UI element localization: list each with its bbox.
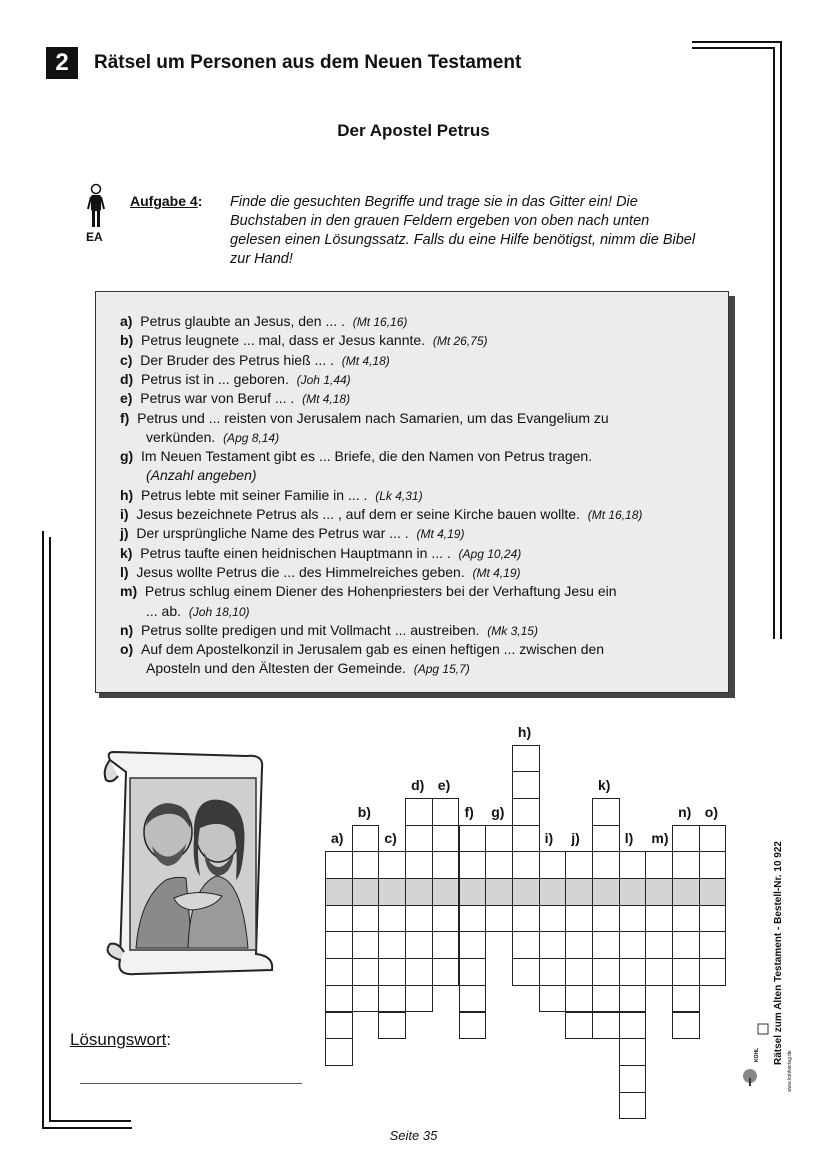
- column-label: h): [517, 723, 532, 740]
- clue-n: n) Petrus sollte predigen und mit Vollmacht ... austreiben. (Mk 3,15): [120, 621, 538, 638]
- clue-o: o) Auf dem Apostelkonzil in Jerusalem gab es einen heftigen ... zwischen den: [120, 641, 605, 658]
- page-number: Seite 35: [389, 1128, 438, 1143]
- grid-cell[interactable]: [485, 851, 513, 879]
- grid-cell[interactable]: [592, 851, 620, 879]
- grid-cell[interactable]: [565, 985, 593, 1013]
- grid-cell[interactable]: [512, 851, 540, 879]
- grid-cell[interactable]: [378, 905, 406, 933]
- clue-h: h) Petrus lebte mit seiner Familie in ... . (Lk 4,31): [120, 486, 423, 503]
- column-label: k): [598, 776, 611, 793]
- grid-cell[interactable]: [539, 878, 567, 906]
- column-label: f): [464, 803, 474, 820]
- clue-k: k) Petrus taufte einen heidnischen Hauptmann in ... . (Apg 10,24): [120, 544, 522, 561]
- grid-cell[interactable]: [672, 851, 700, 879]
- column-label: m): [651, 830, 669, 847]
- grid-cell[interactable]: [645, 851, 673, 879]
- grid-cell[interactable]: [405, 985, 433, 1013]
- grid-cell[interactable]: [699, 851, 727, 879]
- chapter-title: Rätsel um Personen aus dem Neuen Testament: [94, 52, 522, 73]
- clue-f-cont: verkünden. (Apg 8,14): [146, 428, 280, 445]
- clue-a: a) Petrus glaubte an Jesus, den ... . (Mt 16,16): [120, 313, 408, 329]
- grid-cell[interactable]: [592, 1012, 620, 1040]
- grid-cell[interactable]: [645, 878, 673, 906]
- grid-cell[interactable]: [352, 931, 380, 959]
- side-order-text: Rätsel zum Alten Testament - Bestell-Nr. 10 922: [773, 841, 784, 1065]
- column-label: c): [384, 830, 397, 847]
- clue-d: d) Petrus ist in ... geboren. (Joh 1,44): [120, 370, 351, 387]
- grid-cell[interactable]: [352, 985, 380, 1013]
- svg-text:KOHL: KOHL: [754, 1047, 760, 1062]
- grid-cell[interactable]: [619, 931, 647, 959]
- clue-f: f) Petrus und ... reisten von Jerusalem nach Samarien, um das Evangelium zu: [120, 409, 609, 426]
- grid-cell[interactable]: [459, 905, 487, 933]
- clue-o-cont: Aposteln und den Ältesten der Gemeinde. (Apg 15,7): [146, 660, 470, 677]
- grid-cell[interactable]: [378, 985, 406, 1013]
- grid-cell[interactable]: [459, 931, 487, 959]
- grid-cell[interactable]: [619, 851, 647, 879]
- grid-cell[interactable]: [645, 931, 673, 959]
- grid-cell[interactable]: [405, 825, 433, 853]
- grid-cell[interactable]: [432, 931, 460, 959]
- grid-cell[interactable]: [592, 958, 620, 986]
- worksheet-subtitle: Der Apostel Petrus: [337, 121, 490, 140]
- grid-cell[interactable]: [512, 745, 540, 773]
- grid-cell[interactable]: [619, 1038, 647, 1066]
- grid-cell[interactable]: [512, 771, 540, 799]
- grid-cell[interactable]: [539, 958, 567, 986]
- grid-cell[interactable]: [405, 931, 433, 959]
- grid-cell[interactable]: [565, 958, 593, 986]
- clue-m: m) Petrus schlug einem Diener des Hohenpriesters bei der Verhaftung Jesu ein: [120, 583, 617, 600]
- grid-cell[interactable]: [352, 958, 380, 986]
- grid-cell[interactable]: [672, 1012, 700, 1040]
- grid-cell[interactable]: [485, 905, 513, 933]
- grid-cell[interactable]: [539, 985, 567, 1013]
- grid-cell[interactable]: [459, 985, 487, 1013]
- grid-cell[interactable]: [378, 958, 406, 986]
- grid-cell[interactable]: [592, 905, 620, 933]
- grid-cell[interactable]: [539, 905, 567, 933]
- clue-m-cont: ... ab. (Joh 18,10): [146, 602, 250, 619]
- grid-cell[interactable]: [432, 798, 460, 826]
- grid-cell[interactable]: [352, 878, 380, 906]
- column-label: e): [437, 776, 451, 793]
- grid-cell[interactable]: [645, 958, 673, 986]
- grid-cell[interactable]: [405, 878, 433, 906]
- grid-cell[interactable]: [699, 878, 727, 906]
- grid-cell[interactable]: [325, 1012, 353, 1040]
- grid-cell[interactable]: [619, 878, 647, 906]
- grid-cell[interactable]: [565, 1012, 593, 1040]
- grid-cell[interactable]: [325, 1038, 353, 1066]
- grid-cell[interactable]: [539, 851, 567, 879]
- grid-cell[interactable]: [699, 825, 727, 853]
- clue-e: e) Petrus war von Beruf ... . (Mt 4,18): [120, 390, 351, 407]
- work-mode-label: EA: [86, 230, 103, 244]
- grid-cell[interactable]: [378, 851, 406, 879]
- grid-cell[interactable]: [325, 958, 353, 986]
- grid-cell[interactable]: [432, 851, 460, 879]
- grid-cell[interactable]: [565, 878, 593, 906]
- grid-cell[interactable]: [619, 905, 647, 933]
- grid-cell[interactable]: [432, 905, 460, 933]
- grid-cell[interactable]: [459, 878, 487, 906]
- grid-cell[interactable]: [512, 825, 540, 853]
- grid-cell[interactable]: [619, 1092, 647, 1120]
- grid-cell[interactable]: [352, 905, 380, 933]
- column-label: d): [411, 776, 425, 793]
- clue-j: j) Der ursprüngliche Name des Petrus war ... . (Mt 4,19): [120, 525, 465, 542]
- column-label: n): [678, 803, 692, 820]
- grid-cell[interactable]: [325, 905, 353, 933]
- grid-cell[interactable]: [459, 958, 487, 986]
- task-label: Aufgabe 4:: [130, 193, 203, 209]
- grid-cell[interactable]: [672, 958, 700, 986]
- grid-cell[interactable]: [405, 905, 433, 933]
- grid-cell[interactable]: [512, 878, 540, 906]
- grid-cell[interactable]: [672, 985, 700, 1013]
- grid-cell[interactable]: [485, 878, 513, 906]
- grid-cell[interactable]: [512, 905, 540, 933]
- column-label: a): [331, 830, 344, 847]
- grid-cell[interactable]: [352, 851, 380, 879]
- clue-c: c) Der Bruder des Petrus hieß ... . (Mt 4,18): [120, 351, 390, 368]
- grid-cell[interactable]: [619, 958, 647, 986]
- grid-cell[interactable]: [325, 931, 353, 959]
- grid-cell[interactable]: [592, 931, 620, 959]
- column-label: j): [571, 830, 580, 847]
- grid-cell[interactable]: [539, 931, 567, 959]
- grid-cell[interactable]: [325, 851, 353, 879]
- clue-l: l) Jesus wollte Petrus die ... des Himmelreiches geben. (Mt 4,19): [120, 563, 521, 580]
- column-label: b): [357, 803, 371, 820]
- grid-cell[interactable]: [672, 905, 700, 933]
- column-label: g): [491, 803, 505, 820]
- grid-cell[interactable]: [672, 931, 700, 959]
- grid-cell[interactable]: [619, 1065, 647, 1093]
- grid-cell[interactable]: [672, 878, 700, 906]
- grid-cell[interactable]: [405, 798, 433, 826]
- column-label: i): [544, 830, 554, 847]
- task-instructions: Finde die gesuchten Begriffe und trage sie in das Gitter ein! Die Buchstaben in den grauen Feldern ergeben von oben nach unten gelesen einen Lösungssatz. Falls du eine Hilfe benötigst, nimm die Bibel zur Hand!: [230, 194, 696, 267]
- grid-cell[interactable]: [565, 931, 593, 959]
- grid-cell[interactable]: [432, 878, 460, 906]
- grid-cell[interactable]: [459, 825, 487, 853]
- grid-cell[interactable]: [619, 985, 647, 1013]
- grid-cell[interactable]: [378, 878, 406, 906]
- grid-cell[interactable]: [699, 905, 727, 933]
- solution-word-label: Lösungswort:: [70, 1030, 172, 1049]
- grid-cell[interactable]: [432, 958, 460, 986]
- grid-cell[interactable]: [405, 851, 433, 879]
- column-label: o): [704, 803, 719, 820]
- grid-cell[interactable]: [592, 798, 620, 826]
- clue-g: g) Im Neuen Testament gibt es ... Briefe, die den Namen von Petrus tragen.: [120, 448, 593, 465]
- grid-cell[interactable]: [378, 931, 406, 959]
- grid-cell[interactable]: [325, 985, 353, 1013]
- grid-cell[interactable]: [512, 958, 540, 986]
- publisher-url: www.kohlverlag.de: [787, 1050, 793, 1092]
- grid-cell[interactable]: [432, 825, 460, 853]
- grid-cell[interactable]: [619, 1012, 647, 1040]
- grid-cell[interactable]: [512, 931, 540, 959]
- grid-cell[interactable]: [459, 1012, 487, 1040]
- column-label: l): [624, 830, 634, 847]
- grid-cell[interactable]: [405, 958, 433, 986]
- clue-g-cont: (Anzahl angeben): [146, 467, 257, 484]
- grid-cell[interactable]: [325, 878, 353, 906]
- clue-i: i) Jesus bezeichnete Petrus als ... , auf dem er seine Kirche bauen wollte. (Mt 16,18): [120, 506, 643, 522]
- grid-cell[interactable]: [352, 825, 380, 853]
- grid-cell[interactable]: [565, 851, 593, 879]
- grid-cell[interactable]: [699, 958, 727, 986]
- grid-cell[interactable]: [645, 905, 673, 933]
- publisher-logo: [742, 1022, 770, 1088]
- grid-cell[interactable]: [699, 931, 727, 959]
- grid-cell[interactable]: [592, 985, 620, 1013]
- grid-cell[interactable]: [592, 825, 620, 853]
- grid-cell[interactable]: [378, 1012, 406, 1040]
- grid-cell[interactable]: [512, 798, 540, 826]
- grid-cell[interactable]: [592, 878, 620, 906]
- chapter-number: 2: [46, 47, 78, 79]
- grid-cell[interactable]: [485, 825, 513, 853]
- grid-cell[interactable]: [459, 851, 487, 879]
- grid-cell[interactable]: [565, 905, 593, 933]
- clue-b: b) Petrus leugnete ... mal, dass er Jesus kannte. (Mt 26,75): [120, 332, 488, 349]
- grid-cell[interactable]: [672, 825, 700, 853]
